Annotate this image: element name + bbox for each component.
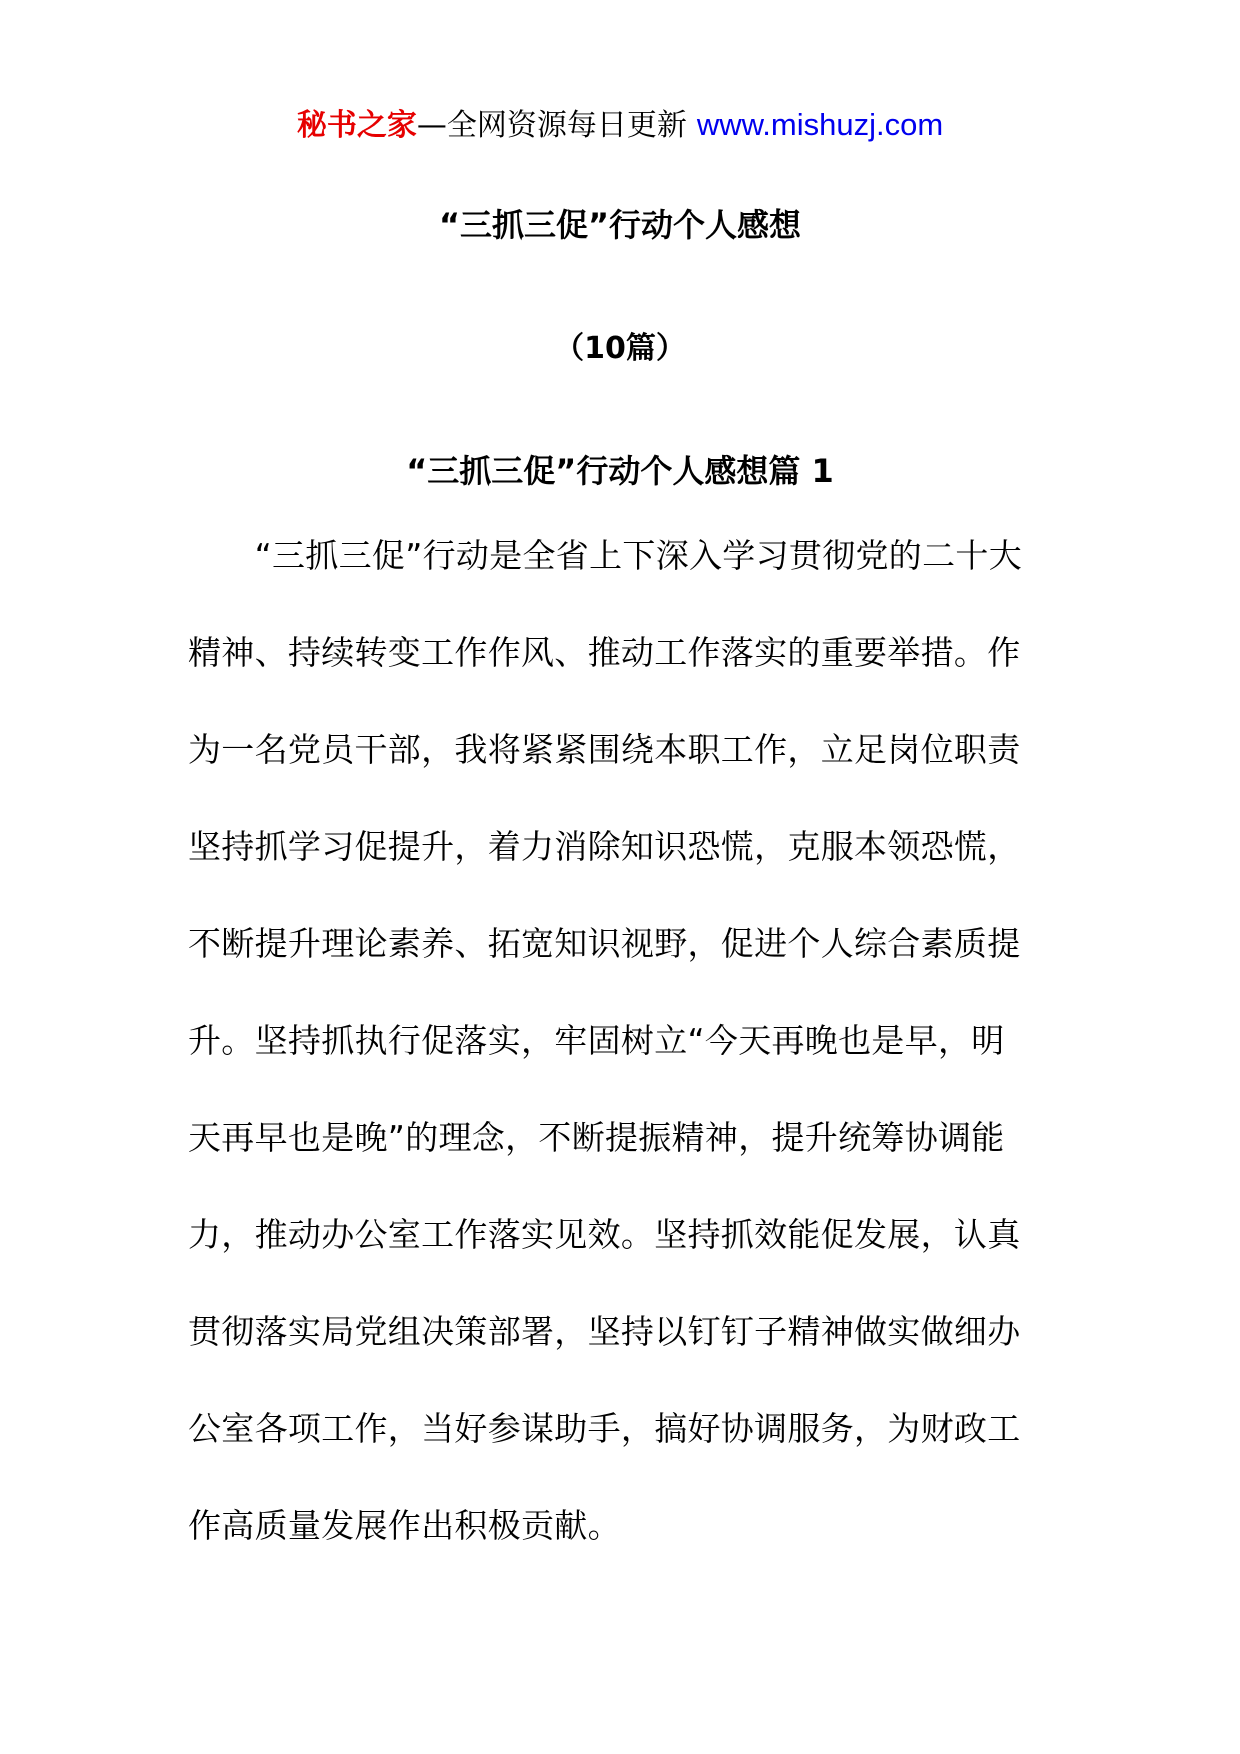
site-url-link[interactable]: www.mishuzj.com [696,107,944,142]
body-line: 不断提升理论素养、拓宽知识视野，促进个人综合素质提 [188,924,1021,963]
body-line: 升。坚持抓执行促落实，牢固树立“今天再晚也是早，明 [188,1021,1005,1060]
site-header [0,98,1240,153]
body-line: 公室各项工作，当好参谋助手，搞好协调服务，为财政工 [188,1409,1021,1448]
body-line: 为一名党员干部，我将紧紧围绕本职工作，立足岗位职责 [188,730,1021,769]
body-line: 天再早也是晚”的理念，不断提振精神，提升统筹协调能 [188,1118,1005,1157]
body-line: 精神、持续转变工作作风、推动工作落实的重要举措。作 [188,633,1021,672]
body-line: 力，推动办公室工作落实见效。坚持抓效能促发展，认真 [188,1215,1021,1254]
body-line: 贯彻落实局党组决策部署，坚持以钉钉子精神做实做细办 [188,1312,1021,1351]
body-line: 作高质量发展作出积极贡献。 [188,1506,621,1545]
document-count: （10篇） [554,331,686,366]
site-tagline: —全网资源每日更新 [416,108,687,143]
section-heading: “三抓三促”行动个人感想篇 1 [406,452,834,490]
body-line: 坚持抓学习促提升，着力消除知识恐慌，克服本领恐慌， [188,827,1021,866]
body-line: “三抓三促”行动是全省上下深入学习贯彻党的二十大 [188,536,1022,575]
body-paragraph [188,526,1056,1593]
site-brand: 秘书之家 [296,108,417,143]
document-title: “三抓三促”行动个人感想 [438,206,802,244]
